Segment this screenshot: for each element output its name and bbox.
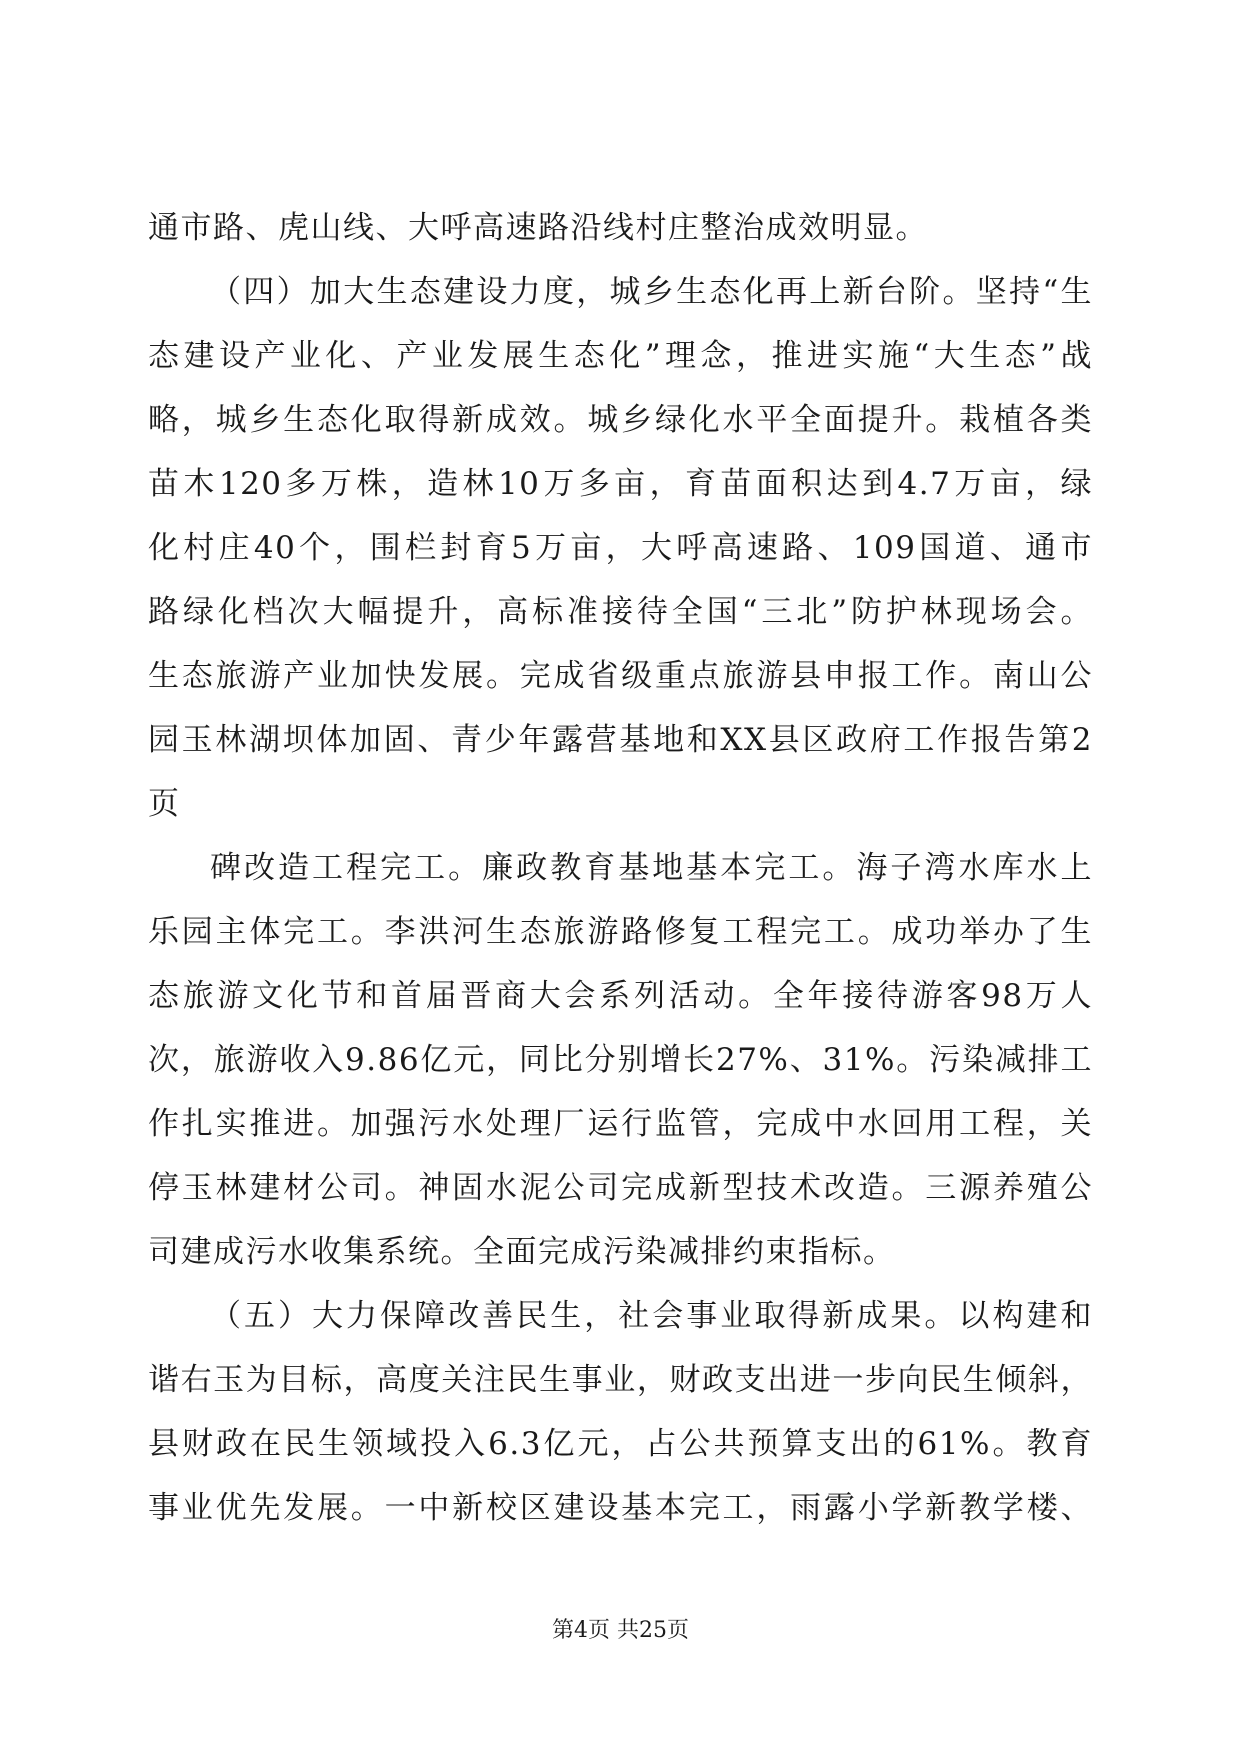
text-line: 苗木120多万株，造林10万多亩，育苗面积达到4.7万亩，绿	[148, 466, 1093, 502]
text-line: 态建设产业化、产业发展生态化”理念，推进实施“大生态”战	[148, 338, 1093, 374]
text-line: （四）加大生态建设力度，城乡生态化再上新台阶。坚持“生	[210, 274, 1093, 310]
text-line: 园玉林湖坝体加固、青少年露营基地和XX县区政府工作报告第2	[148, 722, 1093, 758]
text-line: 次，旅游收入9.86亿元，同比分别增长27%、31%。污染减排工	[148, 1042, 1093, 1078]
text-line: 页	[148, 786, 181, 822]
text-line: 作扎实推进。加强污水处理厂运行监管，完成中水回用工程，关	[148, 1106, 1093, 1142]
text-line: 通市路、虎山线、大呼高速路沿线村庄整治成效明显。	[148, 210, 928, 246]
text-line: 县财政在民生领域投入6.3亿元，占公共预算支出的61%。教育	[148, 1426, 1093, 1462]
text-line: 化村庄40个，围栏封育5万亩，大呼高速路、109国道、通市	[148, 530, 1093, 566]
text-line: 态旅游文化节和首届晋商大会系列活动。全年接待游客98万人	[148, 978, 1093, 1014]
text-line: 生态旅游产业加快发展。完成省级重点旅游县申报工作。南山公	[148, 658, 1093, 694]
body-text	[148, 196, 1093, 1540]
text-line: 碑改造工程完工。廉政教育基地基本完工。海子湾水库水上	[210, 850, 1093, 886]
text-line: 司建成污水收集系统。全面完成污染减排约束指标。	[148, 1234, 896, 1270]
text-line: （五）大力保障改善民生，社会事业取得新成果。以构建和	[210, 1298, 1093, 1334]
text-line: 停玉林建材公司。神固水泥公司完成新型技术改造。三源养殖公	[148, 1170, 1093, 1206]
page-number-footer: 第4页 共25页	[552, 1618, 689, 1643]
text-line: 事业优先发展。一中新校区建设基本完工，雨露小学新教学楼、	[148, 1490, 1093, 1526]
text-line: 路绿化档次大幅提升，高标准接待全国“三北”防护林现场会。	[148, 594, 1093, 630]
text-line: 略，城乡生态化取得新成效。城乡绿化水平全面提升。栽植各类	[148, 402, 1093, 438]
text-line: 谐右玉为目标，高度关注民生事业，财政支出进一步向民生倾斜，	[148, 1362, 1093, 1398]
text-line: 乐园主体完工。李洪河生态旅游路修复工程完工。成功举办了生	[148, 914, 1093, 950]
